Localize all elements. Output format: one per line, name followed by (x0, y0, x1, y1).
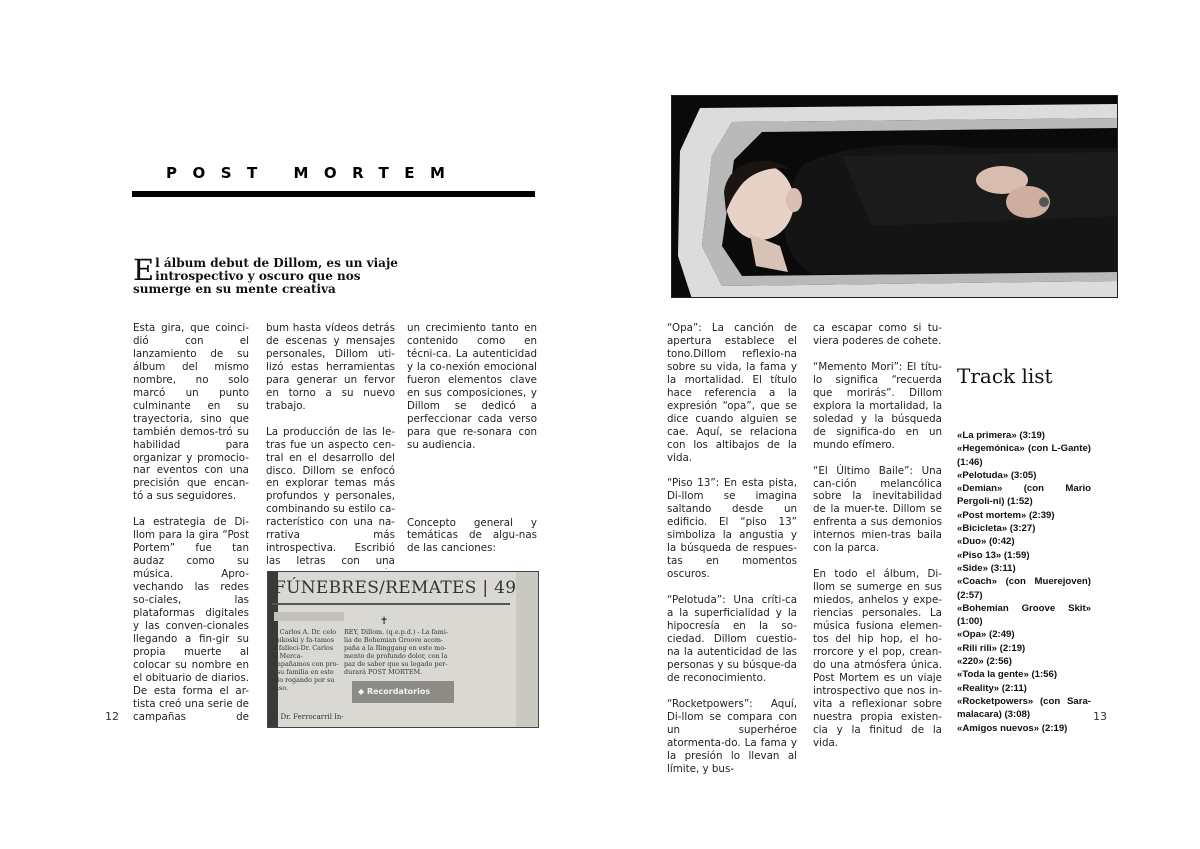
track-item: «Rocketpowers» (con Sara-malacara) (3:08) (957, 695, 1091, 721)
coffin-photo-illustration (672, 96, 1118, 298)
paragraph: un crecimiento tanto en contenido como en técni-ca. La autenticidad y la co-nexión emocional fueron elementos clave en sus composiciones, y Dillom se dedicó a perfeccionar cada verso para que re-sonara con su audiencia. (407, 322, 537, 451)
page-title: POST MORTEM (166, 164, 461, 182)
paragraph: “Memento Mori”: El títu-lo significa “recuerda que morirás”. Dillom explora la mortalidad, la soledad y la búsqueda de significa-do en un mundo efímero. (813, 360, 942, 451)
track-item: «Side» (3:11) (957, 562, 1016, 574)
paragraph: Esta gira, que coinci-dió con el lanzamiento de su álbum del mismo nombre, no solo marcó un punto culminante en su trayectoria, sino que también demos-tró su habilidad para organizar y promocio-nar eventos con una precisión que encan-tó a sus seguidores. (133, 322, 249, 503)
coffin-photo (671, 95, 1118, 298)
paragraph: En todo el álbum, Di-llom se sumerge en sus miedos, anhelos y expe-riencias personales. La música fusiona elemen-tos del hip hop, el ho-rrorcore y el pop, crean-do una atmósfera única. Post Mortem es un viaje introspectivo que nos in-vita a reflexionar sobre nuestra propia existen-cia y la finitud de la vida. (813, 568, 942, 749)
track-item: «Post mortem» (2:39) (957, 509, 1055, 521)
obituary-bottom-text: A. Dr. Ferrocarril In- (271, 713, 344, 721)
track-item: «Reality» (2:11) (957, 682, 1027, 694)
track-item: «Opa» (2:49) (957, 629, 1015, 641)
track-list-title: Track list (957, 364, 1053, 388)
track-item: «220» (2:56) (957, 656, 1012, 668)
track-item: «Piso 13» (1:59) (957, 549, 1030, 561)
paragraph: “Rocketpowers”: Aquí, Di-llom se compara con un superhéroe atormenta-do. La fama y la presión lo llevan al límite, y bus- (667, 697, 797, 775)
page-number-left: 12 (105, 710, 119, 723)
track-item: «Toda la gente» (1:56) (957, 669, 1058, 681)
track-item: «Duo» (0:42) (957, 536, 1015, 548)
paragraph: bum hasta vídeos detrás de escenas y mensajes personales, Dillom uti-lizó estas herramientas para generar un fervor en torno a su nuevo trabajo. (266, 322, 395, 412)
track-item: «Coach» (con Muerejoven) (2:57) (957, 576, 1091, 601)
title-underline (132, 191, 535, 197)
article-column-3 (407, 322, 537, 555)
paragraph: La producción de las le-tras fue un aspecto cen-tral en el desarrollo del disco. Dillom se enfocó en explorar temas más profundos y personales, combinando su estilo ca-racterístico con una na-rrativa más introspectiva. Escribió las letras con una (266, 425, 395, 568)
paragraph: ca escapar como si tu-viera poderes de cohete. (813, 322, 942, 347)
track-item: «Rili rili» (2:19) (957, 642, 1026, 654)
track-item: «Demian» (con Mario Pergoli-ni) (1:52) (957, 483, 1091, 508)
paragraph: “Pelotuda”: Una críti-ca a la superficialidad y la hipocresía en la so-ciedad. Dillom cuestio-na la autenticidad de las personas y su búsque-da de reconocimiento. (667, 594, 797, 684)
songs-column-1 (667, 322, 797, 789)
right-page (600, 0, 1200, 849)
obituary-clipping-image (267, 571, 539, 728)
obituary-text-right: REY, Dillom. (q.e.p.d.) - La fami-lia de Bohemian Groove acom-paña a la Ringgang en este mo-mento de profundo dolor, con la paz de saber que su legado per-durará POST MORTEM. (344, 628, 449, 676)
article-column-2 (266, 322, 395, 569)
lead-text: l álbum debut de Dillom, es un viaje introspectivo y oscuro que nos sumerge en su mente creativa (133, 256, 398, 297)
lead-paragraph (133, 253, 403, 297)
cross-icon: ✝ (380, 616, 389, 627)
songs-column-2 (813, 322, 942, 763)
page-number-right: 13 (1093, 710, 1107, 723)
track-item: «La primera» (3:19) (957, 430, 1045, 441)
track-item: «Pelotuda» (3:05) (957, 469, 1037, 481)
drop-cap: E (133, 253, 155, 287)
track-item: «Bicicleta» (3:27) (957, 523, 1036, 535)
obituary-text-left: E, Carlos A. Dr. celo Zbikoski y fa-tamos el falleci-Dr. Carlos A. Merca-ompañamos con pro-a su familia en este ndo rogando por su anso. (271, 628, 339, 692)
track-item: «Amigos nuevos» (2:19) (957, 722, 1068, 734)
paragraph: “El Último Baile”: Una can-ción melancólica sobre la inevitabilidad de la muer-te. Dillom se enfrenta a sus demonios internos mien-tras baila con la parca. (813, 464, 942, 555)
paragraph: Concepto general y temáticas de algu-nas de las canciones: (407, 516, 537, 555)
paragraph: “Opa”: La canción de apertura establece el tono.Dillom reflexio-na sobre su vida, la fama y la mortalidad. El título hace referencia a la expresión “opa”, que se dice cuando alguien se cae. Aquí, se relaciona con los altibajos de la vida. (667, 322, 797, 464)
track-item: «Hegemónica» (con L-Gante) (1:46) (957, 443, 1091, 468)
recordatorios-button: ◆ Recordatorios (352, 681, 454, 703)
track-item: «Bohemian Groove Skit» (1:00) (957, 602, 1091, 628)
paragraph: La estrategia de Di-llom para la gira “Post Portem” fue tan audaz como su música. Apro-vechando las redes so-ciales, las plataformas digitales y las conven-cionales llegando a fin-gir su propia muerte al colocar su nombre en el obituario de diarios. De esta forma el ar-tista creó una serie de campañas de (133, 516, 249, 722)
paragraph: “Piso 13”: En esta pista, Di-llom se imagina saltando desde un edificio. El “piso 13” simboliza la angustia y la búsqueda de respues-tas en momentos oscuros. (667, 477, 797, 581)
article-column-1 (133, 322, 249, 722)
obituary-header: FÚNEBRES/REMATES | 49 (274, 578, 517, 598)
track-list (957, 429, 1091, 735)
